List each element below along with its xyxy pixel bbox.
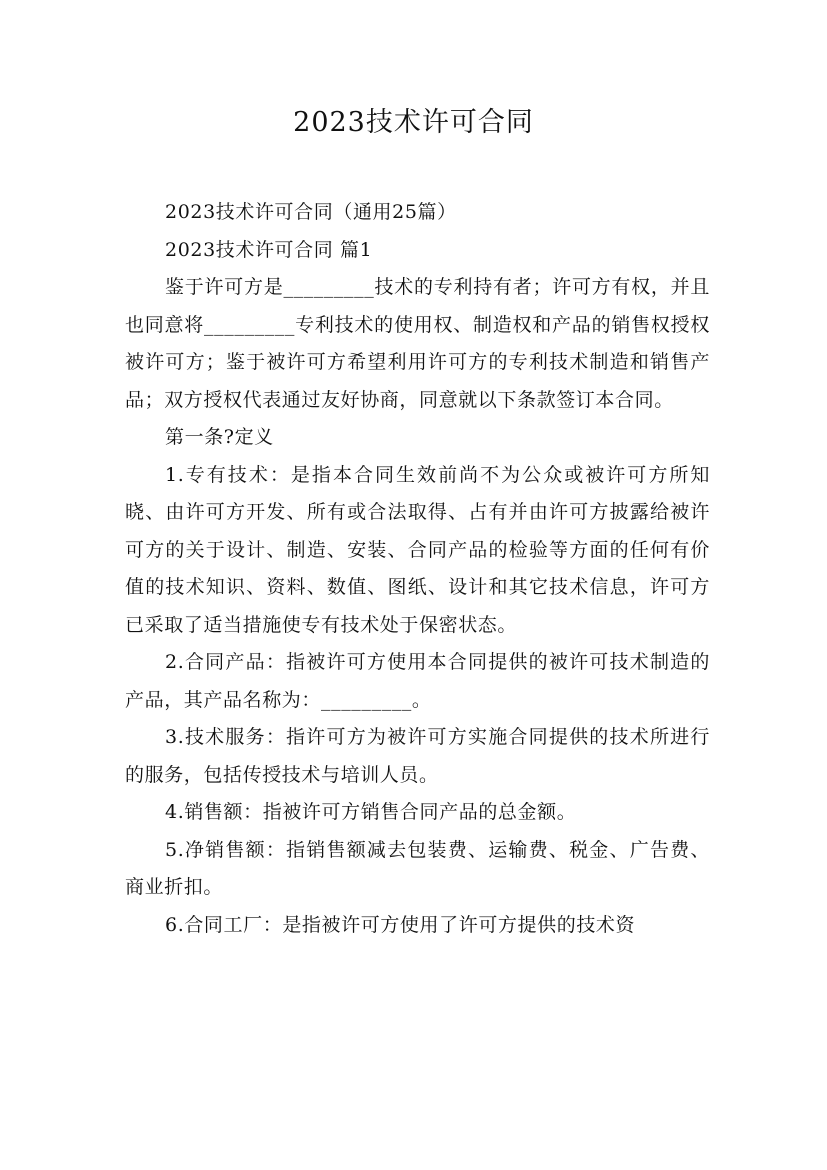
- paragraph-definition-1: 1.专有技术：是指本合同生效前尚不为公众或被许可方所知晓、由许可方开发、所有或合法取得、占有并由许可方披露给被许可方的关于设计、制造、安装、合同产品的检验等方面的任何有价值的技术知识、资料、数值、图纸、设计和其它技术信息，许可方已采取了适当措施使专有技术处于保密状态。: [125, 463, 710, 636]
- paragraph-definition-5: 5.净销售额：指销售额减去包装费、运输费、税金、广告费、商业折扣。: [125, 838, 710, 898]
- paragraph-definition-6: 6.合同工厂：是指被许可方使用了许可方提供的技术资: [165, 913, 636, 936]
- paragraph-definition-2: 2.合同产品：指被许可方使用本合同提供的被许可技术制造的产品，其产品名称为：_________。: [125, 651, 710, 711]
- paragraph-section-heading: 2023技术许可合同 篇1: [165, 238, 373, 261]
- document-title: 2023技术许可合同: [293, 107, 534, 138]
- paragraph-definition-3: 3.技术服务：指许可方为被许可方实施合同提供的技术所进行的服务，包括传授技术与培训人员。: [125, 726, 710, 786]
- paragraph-subtitle: 2023技术许可合同（通用25篇）: [165, 201, 457, 223]
- paragraph-preamble: 鉴于许可方是_________技术的专利持有者；许可方有权，并且也同意将_________专利技术的使用权、制造权和产品的销售权授权被许可方；鉴于被许可方希望利用许可方的专利技术制造和销售产品；双方授权代表通过友好协商，同意就以下条款签订本合同。: [125, 276, 710, 411]
- document-body: [125, 194, 710, 944]
- paragraph-article-heading: 第一条?定义: [165, 426, 274, 448]
- paragraph-definition-4: 4.销售额：指被许可方销售合同产品的总金额。: [165, 801, 577, 823]
